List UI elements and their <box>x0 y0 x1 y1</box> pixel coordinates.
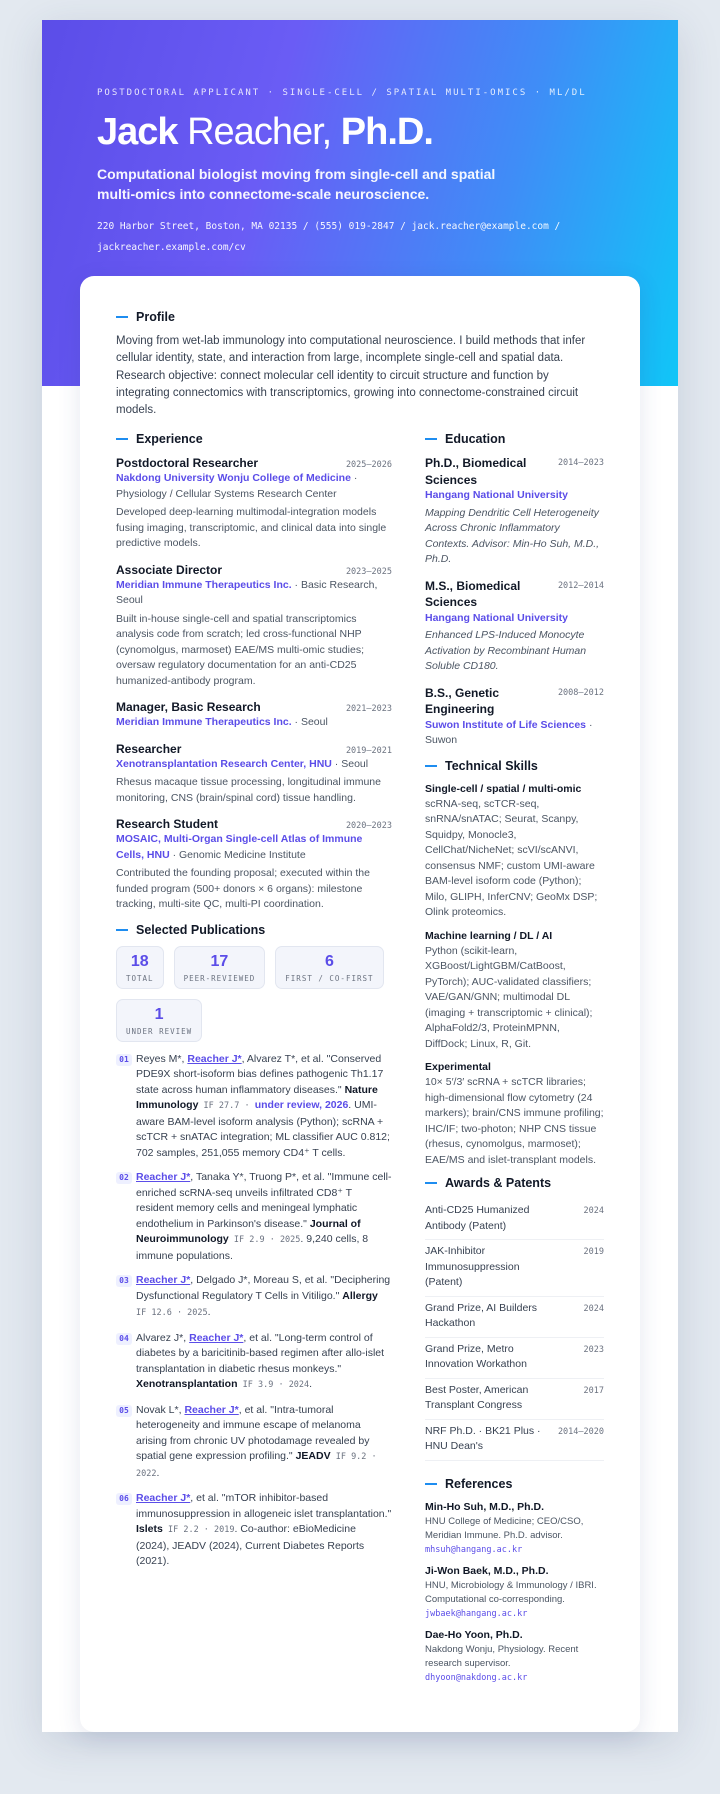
publication-citation <box>136 1491 392 1570</box>
reference-description: HNU College of Medicine; CEO/CSO, Meridian Immune. Ph.D. advisor. <box>425 1515 584 1541</box>
reference-email-link[interactable]: mhsuh@hangang.ac.kr <box>425 1544 523 1555</box>
section-rule <box>116 929 128 931</box>
publication-item <box>116 1273 392 1322</box>
citation-title: , Delgado J*, Moreau S, et al. "Deciphering Dysfunctional Regulatory T Cells in Vitiligo." <box>136 1274 391 1302</box>
education-item <box>425 685 604 749</box>
profile-heading <box>116 310 604 324</box>
skill-group-title: Experimental <box>425 1061 491 1074</box>
publication-item <box>116 1170 392 1264</box>
award-item <box>425 1338 604 1379</box>
profile-title: Profile <box>136 310 175 324</box>
publication-citation <box>136 1403 392 1483</box>
experience-header <box>116 699 392 715</box>
job-date: 2023–2025 <box>345 566 392 577</box>
stat-label: UNDER REVIEW <box>126 1026 193 1036</box>
stat-number: 6 <box>324 952 334 970</box>
job-date: 2020–2023 <box>345 821 392 832</box>
experience-header <box>116 455 392 471</box>
school-name: Hangang National University <box>425 611 568 624</box>
job-title: Researcher <box>116 741 182 756</box>
author-self: Reacher J* <box>187 1052 242 1065</box>
education-heading <box>425 432 604 446</box>
publication-number: 04 <box>116 1333 132 1345</box>
author-self: Reacher J* <box>136 1171 191 1184</box>
publication-citation <box>136 1331 392 1394</box>
name-first: Jack <box>97 111 178 153</box>
job-title: Manager, Basic Research <box>116 700 261 715</box>
profile-text: Moving from wet-lab immunology into computational neuroscience. I build methods that infer cellular identity, state, and interaction from large, incomplete single-cell and spatial data. Research objective: connect molecular cell identity to circuit structure and function by integrating connectomics with transcriptomics, growing into connectome-constrained circuit models. <box>116 335 586 417</box>
impact-factor: IF 9.2 · 2022 <box>136 1452 377 1479</box>
award-year: 2024 <box>583 1303 604 1314</box>
publication-notes: . <box>207 1306 211 1319</box>
publications-title: Selected Publications <box>136 922 266 937</box>
education-item <box>425 455 604 568</box>
school-line <box>425 488 604 504</box>
skill-group-title: Single-cell / spatial / multi-omic <box>425 782 582 795</box>
name-last: Reacher, <box>177 111 332 153</box>
skill-group-text: scRNA-seq, scTCR-seq, snRNA/snATAC; Seurat, Scanpy, Squidpy, Monocle3, CellChat/NicheNet; scVI/scANVI, consensus NMF; custom UMI-aware BAM-level isoform code (Python); Milo, GLIPH, InferCNV; GeoMx DSP; Olink proteomics. <box>425 797 598 919</box>
section-rule <box>425 1483 437 1485</box>
impact-factor: IF 27.7 · <box>198 1101 255 1112</box>
left-column <box>116 432 392 1692</box>
experience-list <box>116 455 392 913</box>
school-line <box>425 718 604 749</box>
job-description: Developed deep-learning multimodal-integration models fusing imaging, transcriptomic, and clinical data into single predictive models. <box>116 506 387 550</box>
experience-item <box>116 741 392 807</box>
awards-list <box>425 1199 604 1461</box>
stat-label: TOTAL <box>126 973 154 983</box>
award-item <box>425 1240 604 1297</box>
experience-item <box>116 699 392 731</box>
section-rule <box>425 438 437 440</box>
degree-name: B.S., Genetic Engineering <box>425 685 500 717</box>
section-rule <box>425 765 437 767</box>
award-title: Grand Prize, AI Builders Hackathon <box>425 1301 538 1330</box>
coauthors-before: Alvarez J*, <box>136 1331 190 1344</box>
two-columns <box>116 432 604 1692</box>
reference-email-link[interactable]: jwbaek@hangang.ac.kr <box>425 1608 528 1619</box>
job-date: 2025–2026 <box>345 460 392 471</box>
skills-list <box>425 782 604 1169</box>
reference-description: Nakdong Wonju, Physiology. Recent research supervisor. <box>425 1643 579 1669</box>
award-title: Grand Prize, Metro Innovation Workathon <box>425 1342 527 1371</box>
skill-group-text: Python (scikit-learn, XGBoost/LightGBM/CatBoost, PyTorch); AUC-validated classifiers; VAE/GAN/GNN; multimodal DL (imaging + transcriptomic + clinical); AlphaFold2/3, ProteinMPNN, DiffDock; Linux, R, Git. <box>425 944 593 1050</box>
right-column <box>425 432 604 1692</box>
resume-sheet <box>42 20 678 1732</box>
experience-item <box>116 562 392 690</box>
review-status: under review, 2026 <box>254 1099 349 1112</box>
award-year: 2017 <box>583 1385 604 1396</box>
coauthors-before: Novak L*, <box>136 1403 185 1416</box>
impact-factor: IF 2.2 · 2019 <box>162 1525 235 1536</box>
education-list <box>425 455 604 749</box>
job-title: Postdoctoral Researcher <box>116 456 259 471</box>
citation-title: , et al. "Intra-tumoral heterogeneity and immune escape of melanoma arising from chronic UV photodamage revealed by spatial gene expression profiling." <box>136 1403 370 1463</box>
organization-location: · Physiology / Cellular Systems Research Center <box>116 472 358 500</box>
job-description: Built in-house single-cell and spatial transcriptomics analysis code from scratch; led cross-functional NHP (cynomolgus, marmoset) EAE/MS multi-omic studies; oversaw regulatory documentation for an anti-CD25 humanized-antibody program. <box>116 612 364 687</box>
publication-citation <box>136 1273 392 1322</box>
education-header <box>425 455 604 488</box>
skill-group-text: 10× 5′/3′ scRNA + scTCR libraries; high-dimensional flow cytometry (24 markers); brain/CNS immune profiling; IHC/IF; two-photon; NHP CNS tissue (rhesus, cynomolgus, marmoset); EAE/MS and islet-transplant models. <box>425 1076 604 1166</box>
job-date: 2021–2023 <box>345 704 392 715</box>
experience-title: Experience <box>136 432 203 447</box>
publication-notes: . <box>309 1378 313 1391</box>
stat-number: 1 <box>154 1005 164 1023</box>
publication-notes: . 9,240 cells, 8 immune populations. <box>136 1233 369 1262</box>
publication-citation <box>136 1170 392 1264</box>
skills-heading <box>425 759 604 773</box>
candidate-name <box>97 110 617 154</box>
award-title: Anti-CD25 Humanized Antibody (Patent) <box>425 1204 530 1232</box>
award-item <box>425 1199 604 1240</box>
degree-name: M.S., Biomedical Sciences <box>425 578 521 610</box>
school-location: · Suwon <box>425 718 593 747</box>
school-line <box>425 611 604 627</box>
publication-notes: . Co-author: eBioMedicine (2024), JEADV (2024), Current Diabetes Reports (2021). <box>136 1523 365 1568</box>
experience-header <box>116 741 392 757</box>
author-self: Reacher J* <box>184 1403 239 1416</box>
references-list <box>425 1500 604 1685</box>
content-card <box>80 276 640 1732</box>
organization-name: Nakdong University Wonju College of Medicine <box>116 472 351 485</box>
experience-header <box>116 816 392 832</box>
experience-item <box>116 816 392 913</box>
publication-stat <box>174 946 266 989</box>
experience-header <box>116 562 392 578</box>
education-header <box>425 685 604 718</box>
author-self: Reacher J* <box>189 1331 244 1344</box>
reference-item <box>425 1628 604 1685</box>
degree-date: 2012–2014 <box>557 580 604 591</box>
stat-number: 17 <box>210 952 229 970</box>
education-title: Education <box>445 432 506 447</box>
reference-description: HNU, Microbiology & Immunology / IBRI. Computational co-corresponding. <box>425 1579 597 1605</box>
awards-heading <box>425 1176 604 1190</box>
references-title: References <box>445 1476 513 1491</box>
eyebrow-text: POSTDOCTORAL APPLICANT · SINGLE-CELL / SPATIAL MULTI-OMICS · ML/DL <box>97 88 587 98</box>
award-year: 2019 <box>583 1247 604 1258</box>
stat-label: FIRST / CO-FIRST <box>285 973 374 983</box>
organization-name: Meridian Immune Therapeutics Inc. <box>116 578 292 591</box>
reference-name: Dae-Ho Yoon, Ph.D. <box>425 1628 523 1641</box>
degree-name: Ph.D., Biomedical Sciences <box>425 456 527 487</box>
publication-stat <box>275 946 383 989</box>
section-rule <box>116 438 128 440</box>
organization-name: Xenotransplantation Research Center, HNU <box>116 757 332 770</box>
job-description: Contributed the founding proposal; executed within the funded program (500+ donors × 6 organs): milestone tracking, multi-site QC, multi-PI coordination. <box>116 867 370 911</box>
publication-number: 06 <box>116 1493 132 1505</box>
author-self: Reacher J* <box>136 1274 191 1287</box>
job-organization <box>116 471 392 502</box>
skills-title: Technical Skills <box>445 758 538 773</box>
publication-number: 05 <box>116 1405 132 1417</box>
education-header <box>425 578 604 611</box>
publication-number: 01 <box>116 1054 132 1066</box>
coauthors-before: Reyes M*, <box>136 1052 188 1065</box>
award-title: NRF Ph.D. · BK21 Plus · HNU Dean's <box>425 1424 541 1453</box>
award-year: 2024 <box>583 1206 604 1217</box>
award-item <box>425 1297 604 1338</box>
experience-heading <box>116 432 392 446</box>
publication-citation <box>136 1052 392 1162</box>
reference-email-link[interactable]: dhyoon@nakdong.ac.kr <box>425 1672 528 1683</box>
contact-info <box>97 216 617 258</box>
journal-name: Allergy <box>342 1289 378 1302</box>
section-rule <box>116 316 128 318</box>
author-self: Reacher J* <box>136 1492 191 1505</box>
reference-name: Ji-Won Baek, M.D., Ph.D. <box>425 1564 549 1577</box>
publication-item <box>116 1403 392 1483</box>
publications-heading <box>116 923 392 937</box>
citation-title: , Alvarez T*, et al. "Conserved PDE9X short-isoform bias defines pathogenic Th1.17 state across human inflammatory diseases." <box>136 1052 384 1096</box>
thesis-title: Enhanced LPS-Induced Monocyte Activation by Recombinant Human Soluble CD180. <box>425 629 587 673</box>
organization-location: · Basic Research, Seoul <box>116 578 378 607</box>
section-rule <box>425 1182 437 1184</box>
publication-item <box>116 1491 392 1570</box>
school-name: Hangang National University <box>425 489 568 502</box>
contact-line: 220 Harbor Street, Boston, MA 02135 / (555) 019-2847 / jack.reacher@example.com / <box>97 221 561 232</box>
job-organization <box>116 578 392 609</box>
reference-name: Min-Ho Suh, M.D., Ph.D. <box>425 1500 544 1513</box>
journal-name: Nature Immunology <box>136 1083 378 1112</box>
citation-title: , Tanaka Y*, Truong P*, et al. "Immune cell-enriched scRNA-seq unveils infiltrated CD8⁺ T resident memory cells and meningeal lymphatic endothelium in Parkinson's disease." <box>136 1171 392 1230</box>
impact-factor: IF 12.6 · 2025 <box>136 1308 208 1319</box>
publication-list <box>116 1052 392 1570</box>
degree-date: 2008–2012 <box>557 687 604 698</box>
stat-number: 18 <box>130 952 149 970</box>
organization-name: MOSAIC, Multi-Organ Single-cell Atlas of Immune Cells, HNU <box>116 833 363 861</box>
award-year: 2023 <box>583 1344 604 1355</box>
job-description: Rhesus macaque tissue processing, longitudinal immune monitoring, CNS (brain/spinal cord) tissue handling. <box>116 776 381 804</box>
contact-website: jackreacher.example.com/cv <box>97 242 246 253</box>
degree-date: 2014–2023 <box>557 458 604 469</box>
publication-stats <box>116 946 392 1042</box>
publication-notes: . UMI-aware BAM-level isoform analysis (Python); scRNA + scTCR + snATAC integration; ML classifier AUC 0.812; 702 samples, 251,055 memory CD4⁺ T cells. <box>136 1099 390 1159</box>
reference-item <box>425 1500 604 1557</box>
citation-title: , et al. "Long-term control of diabetes by a baricitinib-based regimen after allo-islet transplantation in diabetic rhesus monkeys." <box>136 1331 385 1375</box>
award-title: Best Poster, American Transplant Congress <box>425 1383 529 1412</box>
hero-content <box>97 88 617 258</box>
organization-location: · Seoul <box>291 716 328 729</box>
publication-notes: . <box>156 1466 160 1479</box>
impact-factor: IF 3.9 · 2024 <box>237 1380 310 1391</box>
education-item <box>425 578 604 675</box>
reference-item <box>425 1564 604 1621</box>
school-name: Suwon Institute of Life Sciences <box>425 718 587 731</box>
skill-group-title: Machine learning / DL / AI <box>425 929 553 942</box>
thesis-title: Mapping Dendritic Cell Heterogeneity Across Chronic Inflammatory Contexts. Advisor: Min-Ho Suh, M.D., Ph.D. <box>425 506 600 566</box>
award-item <box>425 1379 604 1420</box>
publication-item <box>116 1052 392 1162</box>
journal-name: JEADV <box>295 1450 331 1463</box>
publication-item <box>116 1331 392 1394</box>
job-title: Associate Director <box>116 562 223 577</box>
award-item <box>425 1420 604 1461</box>
experience-item <box>116 455 392 552</box>
publication-stat <box>116 999 202 1042</box>
organization-name: Meridian Immune Therapeutics Inc. <box>116 716 292 729</box>
job-organization <box>116 832 392 863</box>
stat-label: PEER-REVIEWED <box>183 973 256 983</box>
award-title: JAK-Inhibitor Immunosuppression (Patent) <box>425 1245 520 1289</box>
award-year: 2014–2020 <box>557 1426 604 1437</box>
job-date: 2019–2021 <box>345 745 392 756</box>
tagline: Computational biologist moving from single-cell and spatial multi-omics into connectome-scale neuroscience. <box>97 166 496 202</box>
citation-title: , et al. "mTOR inhibitor-based immunosuppression in allogeneic islet transplantation." <box>136 1492 392 1520</box>
publication-number: 02 <box>116 1172 132 1184</box>
organization-location: · Genomic Medicine Institute <box>169 848 306 861</box>
publication-number: 03 <box>116 1275 132 1287</box>
publication-stat <box>116 946 164 989</box>
organization-location: · Seoul <box>331 757 369 770</box>
journal-name: Islets <box>136 1523 163 1536</box>
awards-title: Awards & Patents <box>445 1176 552 1191</box>
name-suffix: Ph.D. <box>331 111 433 153</box>
journal-name: Xenotransplantation <box>136 1378 238 1391</box>
job-organization <box>116 757 392 773</box>
job-title: Research Student <box>116 817 219 832</box>
references-heading <box>425 1477 604 1491</box>
impact-factor: IF 2.9 · 2025 <box>228 1235 301 1246</box>
journal-name: Journal of Neuroimmunology <box>136 1217 361 1246</box>
job-organization <box>116 715 392 731</box>
